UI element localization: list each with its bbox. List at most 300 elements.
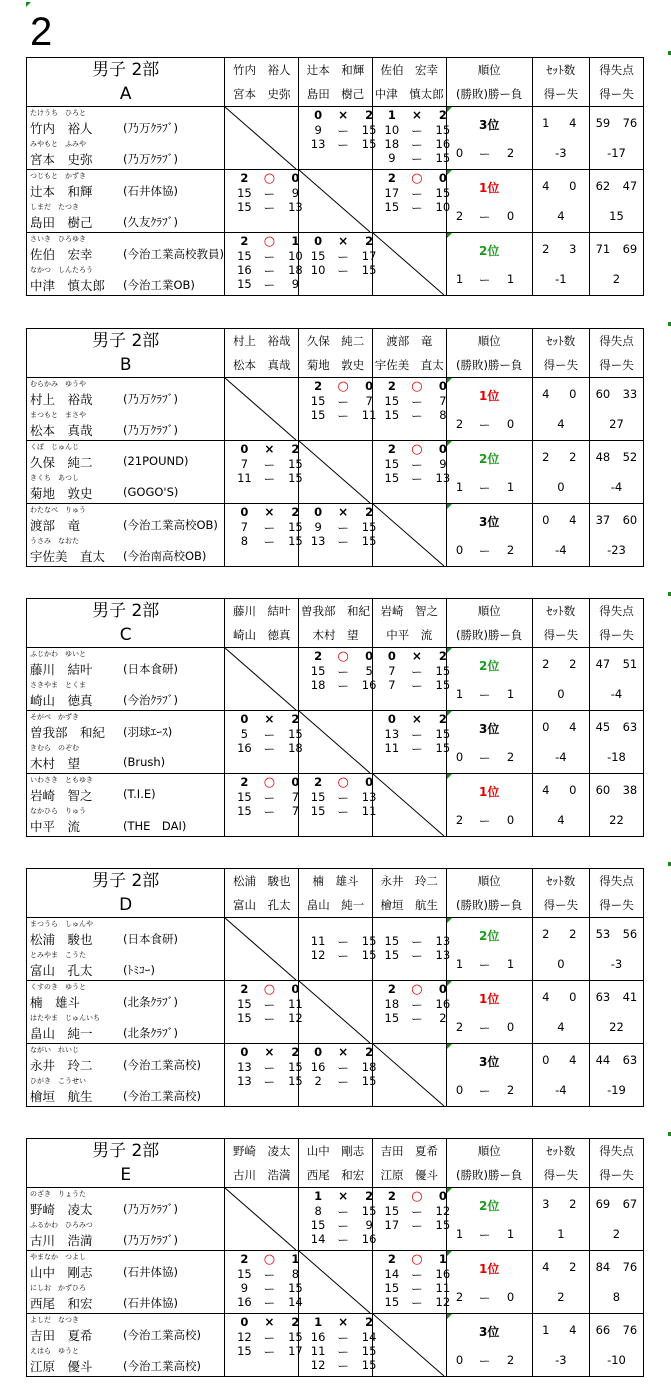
game-points-against: 8 — [291, 1267, 300, 1281]
score-dash: ー — [478, 688, 491, 702]
sets-for: 2 — [542, 450, 550, 464]
sets-cell — [532, 918, 589, 981]
player-furigana: いわさき ともゆき — [30, 776, 93, 784]
losses: 2 — [506, 750, 515, 764]
player-name: 富山 孔太 — [30, 963, 93, 978]
sets-for: 0 — [542, 513, 550, 527]
rank-cell — [446, 918, 532, 981]
game-points-for: 15 — [310, 790, 326, 804]
column-head-player1: 山中 剛志 — [299, 1139, 373, 1164]
score-dash: ー — [263, 201, 276, 215]
win-loss — [447, 543, 532, 558]
game-points-for: 7 — [388, 664, 396, 678]
game-points-for: 15 — [237, 804, 252, 818]
wins: 0 — [455, 1353, 464, 1367]
game-points-for: 15 — [384, 408, 400, 422]
game-score — [299, 790, 377, 805]
win-loss — [447, 1227, 532, 1242]
rank-cell — [446, 648, 532, 711]
player-club: (今治工業高校OB) — [123, 518, 218, 532]
rank-header-sub: (勝敗)勝ー負 — [446, 82, 532, 107]
game-score — [225, 186, 298, 201]
points-against: 38 — [622, 783, 638, 797]
player-furigana: むらかみ ゆうや — [30, 380, 86, 388]
sets-lost: 0 — [438, 1189, 447, 1203]
column-head-player2: 崎山 徳真 — [225, 623, 299, 648]
sets-against: 4 — [569, 1323, 577, 1337]
points-cell — [589, 711, 643, 774]
game-points-against: 13 — [361, 790, 377, 804]
points-for: 60 — [595, 387, 611, 401]
diagonal-cell — [372, 504, 446, 567]
losses: 0 — [506, 417, 515, 431]
sets-cell — [532, 1044, 589, 1107]
rank-value: 2位 — [479, 452, 500, 466]
score-dash: ー — [478, 210, 491, 224]
sets-lost: 0 — [365, 649, 374, 663]
sets-won: 2 — [387, 442, 396, 456]
sets-diff: 0 — [557, 687, 565, 701]
player-entry — [30, 380, 222, 407]
league-table-c — [26, 598, 644, 837]
losses: 2 — [506, 1083, 515, 1097]
score-dash: ー — [411, 201, 423, 215]
game-score — [299, 1358, 377, 1373]
column-head-player1: 永井 玲二 — [372, 869, 446, 894]
game-points-against: 11 — [361, 408, 377, 422]
game-points-against: 15 — [361, 1204, 377, 1218]
sets-won: 0 — [240, 505, 249, 519]
points-cell — [589, 981, 643, 1044]
column-head-player2: 菊地 敦史 — [299, 353, 373, 378]
game-score — [373, 997, 451, 1012]
score-dash: ー — [263, 535, 276, 549]
game-score — [373, 408, 446, 423]
game-score — [299, 1204, 377, 1219]
player-name: 辻本 和輝 — [30, 184, 93, 199]
sets-against: 0 — [569, 387, 577, 401]
player-club: (今治工業高校) — [123, 1359, 201, 1373]
points-cell — [589, 1188, 643, 1251]
match-result — [225, 775, 298, 790]
points-against: 76 — [622, 116, 638, 130]
match-cell — [372, 107, 451, 170]
game-score — [299, 1232, 377, 1247]
losses: 1 — [506, 480, 515, 494]
wins: 2 — [455, 209, 464, 223]
points-against: 76 — [622, 1323, 638, 1337]
player-entry — [30, 650, 222, 677]
score-dash: ー — [478, 1354, 491, 1368]
game-score — [225, 1011, 303, 1026]
losses: 1 — [506, 272, 515, 286]
player-name: 菊地 敦史 — [30, 486, 93, 501]
sets-lost: 2 — [365, 108, 374, 122]
points-against: 63 — [622, 1053, 638, 1067]
match-cell — [372, 711, 451, 774]
cell-marker — [447, 1188, 452, 1193]
sets-header-sub: 得ー失 — [532, 82, 589, 107]
points-diff: 15 — [609, 209, 624, 223]
match-cell — [225, 504, 303, 567]
match-result — [299, 505, 372, 520]
pair-cell — [27, 1188, 225, 1251]
points-diff: -10 — [607, 1353, 626, 1367]
game-score — [373, 727, 451, 742]
rank-value: 2位 — [479, 659, 500, 673]
match-cell — [372, 1251, 451, 1314]
points-header-sub: 得ー失 — [589, 1163, 643, 1188]
sets-for: 4 — [542, 179, 550, 193]
column-head-player2: 松本 真哉 — [225, 353, 299, 378]
loss-mark: × — [264, 442, 275, 456]
sets-cell — [532, 774, 589, 837]
match-cell — [372, 1188, 451, 1251]
game-score — [299, 137, 377, 152]
game-points-for: 15 — [310, 1218, 326, 1232]
player-entry — [30, 140, 222, 167]
diagonal-cell — [225, 648, 299, 711]
game-points-for: 15 — [237, 249, 252, 263]
sets-won: 2 — [387, 1189, 396, 1203]
score-dash: ー — [478, 1228, 491, 1242]
block-title: 男子 2部 — [27, 599, 225, 624]
player-club: (石井体協) — [123, 184, 178, 198]
score-dash: ー — [411, 1268, 423, 1282]
game-points-against: 15 — [361, 948, 377, 962]
match-result — [225, 1045, 298, 1060]
score-dash: ー — [263, 1331, 276, 1345]
sets-diff: -4 — [555, 750, 567, 764]
game-points-for: 7 — [240, 520, 249, 534]
cell-marker — [447, 107, 452, 112]
column-head-player1: 曽我部 和紀 — [299, 599, 373, 624]
player-furigana: なかつ しんたろう — [30, 266, 93, 274]
points-diff: -4 — [610, 687, 623, 701]
player-club: (今治工業高校) — [123, 1058, 201, 1072]
points-cell — [589, 170, 643, 233]
game-score — [225, 1295, 303, 1310]
diagonal-cell — [299, 981, 373, 1044]
game-points-against: 15 — [288, 1281, 303, 1295]
points-for: 71 — [595, 242, 611, 256]
game-points-against: 15 — [435, 151, 451, 165]
points-for: 47 — [595, 657, 611, 671]
sets-header: ｾｯﾄ数 — [532, 869, 589, 894]
loss-mark: × — [264, 505, 275, 519]
pair-cell — [27, 233, 225, 296]
game-score — [299, 1060, 377, 1075]
score-dash: ー — [411, 409, 423, 423]
points-cell — [589, 233, 643, 296]
score-dash: ー — [411, 124, 423, 138]
game-points-for: 16 — [237, 741, 252, 755]
win-loss — [447, 1290, 532, 1305]
sets-for: 2 — [542, 242, 550, 256]
score-dash: ー — [411, 742, 423, 756]
sets-diff: -1 — [555, 272, 567, 286]
column-head-player1: 藤川 結叶 — [225, 599, 299, 624]
game-points-against: 15 — [361, 1358, 377, 1372]
match-cell — [372, 981, 451, 1044]
sets-won: 2 — [387, 982, 396, 996]
score-dash: ー — [411, 1205, 423, 1219]
player-name: 木村 望 — [30, 756, 81, 771]
sets-won: 0 — [314, 108, 323, 122]
rank-header: 順位 — [446, 58, 532, 83]
match-cell — [225, 1251, 303, 1314]
sets-won: 0 — [314, 234, 323, 248]
sets-won: 1 — [314, 1315, 323, 1329]
points-diff: 2 — [612, 272, 621, 286]
game-score — [299, 804, 377, 819]
score-dash: ー — [337, 250, 349, 264]
pair-row — [27, 504, 644, 567]
game-points-for: 15 — [310, 664, 326, 678]
rank-value: 1位 — [479, 785, 500, 799]
game-score — [225, 200, 303, 215]
sets-against: 4 — [569, 1053, 577, 1067]
win-mark: ○ — [263, 982, 276, 997]
game-score — [373, 471, 451, 486]
points-header: 得失点 — [589, 869, 643, 894]
player-entry — [30, 1077, 222, 1104]
block-letter: A — [27, 82, 225, 107]
game-points-for: 16 — [310, 1330, 326, 1344]
points-diff: -3 — [610, 957, 623, 971]
sets-won: 0 — [240, 442, 249, 456]
win-mark: ○ — [263, 171, 276, 186]
points-header-sub: 得ー失 — [589, 353, 643, 378]
points-header-sub: 得ー失 — [589, 623, 643, 648]
match-cell — [372, 170, 451, 233]
game-points-for: 15 — [237, 277, 252, 291]
game-points-against: 8 — [439, 408, 447, 422]
column-head-player1: 竹内 裕人 — [225, 58, 299, 83]
points-for: 84 — [595, 1260, 611, 1274]
player-furigana: はたやま じゅんいち — [30, 1014, 100, 1022]
game-score — [225, 249, 303, 264]
points-cell — [589, 1314, 643, 1377]
wins: 2 — [455, 1020, 464, 1034]
game-points-against: 16 — [435, 137, 451, 151]
game-score — [299, 1074, 377, 1089]
sets-header: ｾｯﾄ数 — [532, 599, 589, 624]
player-entry — [30, 951, 222, 978]
diagonal-cell — [372, 233, 446, 296]
sets-for: 4 — [542, 387, 550, 401]
player-furigana: みやもと ふみや — [30, 140, 86, 148]
player-furigana: さきやま とくま — [30, 681, 86, 689]
game-points-against: 16 — [361, 678, 377, 692]
sets-cell — [532, 1188, 589, 1251]
game-points-for: 15 — [384, 1011, 400, 1025]
player-furigana: よしだ なつき — [30, 1316, 79, 1324]
points-for: 60 — [595, 783, 611, 797]
pair-cell — [27, 711, 225, 774]
score-dash: ー — [411, 472, 423, 486]
wins: 1 — [455, 957, 464, 971]
player-club: (今治工業高校) — [123, 1328, 201, 1342]
sets-for: 3 — [542, 1197, 550, 1211]
player-entry — [30, 1046, 222, 1073]
score-dash: ー — [478, 273, 491, 287]
score-dash: ー — [337, 791, 349, 805]
player-furigana: わたなべ りゅう — [30, 506, 86, 514]
sets-lost: 0 — [291, 982, 300, 996]
points-diff: -23 — [607, 543, 626, 557]
sets-header: ｾｯﾄ数 — [532, 58, 589, 83]
match-cell — [372, 918, 451, 981]
player-entry — [30, 1253, 222, 1280]
game-points-for: 8 — [314, 1204, 322, 1218]
player-club: (北条ｸﾗﾌﾞ) — [123, 995, 178, 1009]
match-result — [299, 775, 372, 790]
points-for: 66 — [595, 1323, 611, 1337]
game-points-against: 13 — [435, 471, 451, 485]
rank-cell — [446, 981, 532, 1044]
score-dash: ー — [411, 152, 423, 166]
sets-won: 2 — [240, 982, 249, 996]
player-club: (乃万ｸﾗﾌﾞ) — [123, 392, 178, 406]
player-furigana: ひがき こうせい — [30, 1077, 86, 1085]
sets-won: 0 — [314, 1045, 323, 1059]
game-points-against: 16 — [435, 1267, 451, 1281]
points-cell — [589, 1044, 643, 1107]
game-score — [225, 277, 298, 292]
match-cell — [225, 233, 303, 296]
points-for: 69 — [595, 1197, 611, 1211]
player-club: (GOGO'S) — [123, 485, 179, 499]
score-dash: ー — [337, 535, 349, 549]
rank-header: 順位 — [446, 329, 532, 354]
player-furigana: さいき ひろゆき — [30, 235, 86, 243]
sets-won: 2 — [314, 649, 323, 663]
sets-for: 2 — [542, 657, 550, 671]
points-diff: -18 — [607, 750, 626, 764]
game-points-for: 15 — [237, 1011, 252, 1025]
game-points-against: 15 — [361, 934, 377, 948]
score-dash: ー — [263, 742, 276, 756]
score-dash: ー — [337, 1359, 349, 1373]
game-points-for: 15 — [237, 997, 252, 1011]
player-name: 渡部 竜 — [30, 518, 81, 533]
sets-won: 0 — [240, 712, 249, 726]
wins: 2 — [455, 417, 464, 431]
player-name: 古川 浩満 — [30, 1233, 93, 1248]
game-points-for: 15 — [237, 1344, 252, 1358]
points-against: 33 — [622, 387, 638, 401]
points-against: 60 — [622, 513, 638, 527]
points-against: 47 — [622, 179, 638, 193]
sets-lost: 0 — [365, 775, 374, 789]
league-table-e — [26, 1138, 644, 1377]
player-name: 藤川 結叶 — [30, 662, 93, 677]
sets-diff: -4 — [555, 543, 567, 557]
game-score — [299, 948, 377, 963]
sets-against: 2 — [569, 1197, 577, 1211]
game-points-against: 15 — [361, 520, 377, 534]
wins: 1 — [455, 687, 464, 701]
sets-against: 0 — [569, 783, 577, 797]
points-header-sub: 得ー失 — [589, 893, 643, 918]
cell-marker — [447, 170, 452, 175]
column-head-player1: 岩崎 智之 — [372, 599, 446, 624]
score-dash: ー — [411, 395, 423, 409]
game-points-for: 10 — [310, 263, 326, 277]
score-dash: ー — [337, 1219, 349, 1233]
game-points-for: 15 — [384, 471, 400, 485]
pair-row — [27, 648, 644, 711]
sets-header-sub: 得ー失 — [532, 1163, 589, 1188]
match-result — [373, 1252, 446, 1267]
player-name: 島田 樹己 — [30, 215, 93, 230]
match-cell — [225, 711, 303, 774]
game-points-against: 15 — [361, 137, 377, 151]
game-points-for: 15 — [384, 934, 400, 948]
block-letter: D — [27, 893, 225, 918]
game-points-against: 5 — [365, 664, 373, 678]
player-entry — [30, 713, 222, 740]
diagonal-cell — [372, 774, 446, 837]
game-score — [373, 137, 451, 152]
game-score — [373, 664, 451, 679]
game-points-for: 15 — [237, 200, 252, 214]
game-points-against: 7 — [365, 394, 373, 408]
pair-cell — [27, 170, 225, 233]
match-result — [225, 982, 298, 997]
points-cell — [589, 918, 643, 981]
score-dash: ー — [478, 814, 491, 828]
losses: 1 — [506, 957, 515, 971]
cell-marker — [447, 504, 452, 509]
score-dash: ー — [411, 728, 423, 742]
game-score — [373, 1281, 451, 1296]
sets-won: 2 — [314, 775, 323, 789]
game-score — [373, 934, 451, 949]
game-points-for: 11 — [384, 741, 400, 755]
game-points-for: 15 — [384, 948, 400, 962]
sets-for: 2 — [542, 927, 550, 941]
points-for: 37 — [595, 513, 611, 527]
match-result — [299, 1189, 372, 1204]
column-head-player2: 江原 優斗 — [372, 1163, 446, 1188]
score-dash: ー — [337, 1331, 349, 1345]
points-cell — [589, 774, 643, 837]
player-furigana: しまだ たつき — [30, 203, 79, 211]
column-head-player2: 西尾 和宏 — [299, 1163, 373, 1188]
points-for: 48 — [595, 450, 611, 464]
player-furigana: きむら のぞむ — [30, 744, 79, 752]
game-score — [225, 534, 303, 549]
score-dash: ー — [478, 958, 491, 972]
game-points-for: 15 — [384, 394, 400, 408]
column-head-player1: 村上 裕哉 — [225, 329, 299, 354]
game-points-against: 12 — [288, 1011, 303, 1025]
win-loss — [447, 813, 532, 828]
game-score — [225, 1074, 303, 1089]
score-dash: ー — [263, 1282, 276, 1296]
corner-marker — [26, 2, 31, 7]
game-points-against: 15 — [361, 263, 377, 277]
cell-marker — [447, 233, 452, 238]
player-entry — [30, 1014, 222, 1041]
game-score — [299, 263, 377, 278]
player-club: (THE DAI) — [123, 819, 187, 833]
match-result — [373, 1189, 446, 1204]
player-club: (今治工業OB) — [123, 278, 195, 292]
rank-header: 順位 — [446, 1139, 532, 1164]
